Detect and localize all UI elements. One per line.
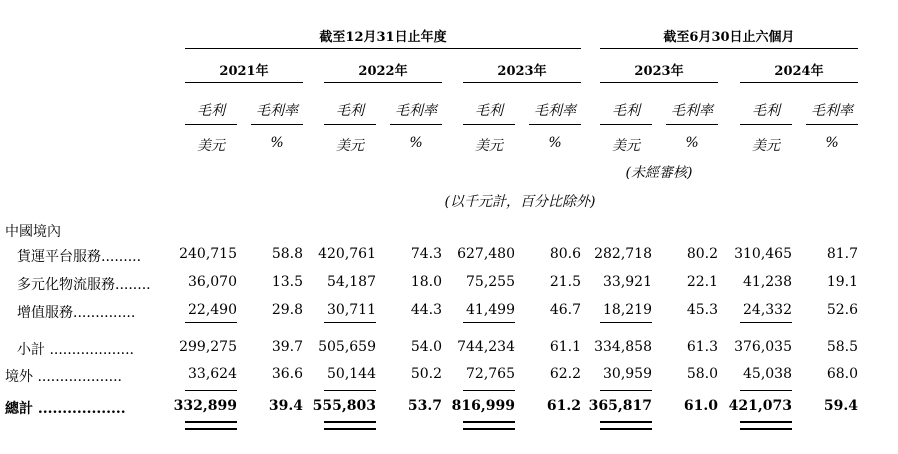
col-gross-margin: 毛利率 <box>395 103 437 119</box>
table-cell: 61.1 <box>549 339 581 355</box>
table-cell: 18.0 <box>410 274 442 290</box>
subheader-rule <box>463 124 515 125</box>
table-cell: 45,038 <box>743 366 792 382</box>
single-underline <box>740 390 792 391</box>
unit-pct: % <box>409 135 423 151</box>
group-header-rule <box>185 48 581 49</box>
table-cell: 19.1 <box>826 274 858 290</box>
row-label: 貨運平台服務......... <box>17 249 142 265</box>
double-underline <box>740 421 792 430</box>
table-cell: 555,803 <box>312 398 376 414</box>
unit-usd: 美元 <box>475 138 503 154</box>
row-label: 增值服務.............. <box>17 305 136 321</box>
unit-usd: 美元 <box>752 138 780 154</box>
table-cell: 80.2 <box>686 246 718 262</box>
row-label: 境外 ................... <box>5 369 123 385</box>
table-cell: 365,817 <box>588 398 652 414</box>
row-label: 小計 ................... <box>17 342 135 358</box>
table-cell: 36,070 <box>188 274 237 290</box>
table-cell: 58.5 <box>826 339 858 355</box>
table-cell: 282,718 <box>594 246 652 262</box>
unit-pct: % <box>548 135 562 151</box>
table-cell: 81.7 <box>826 246 858 262</box>
table-cell: 61.0 <box>683 398 718 414</box>
year-rule <box>463 82 581 83</box>
subheader-rule <box>740 124 792 125</box>
col-gross-profit: 毛利 <box>197 103 225 119</box>
table-cell: 376,035 <box>734 339 792 355</box>
unit-usd: 美元 <box>612 138 640 154</box>
table-cell: 50.2 <box>410 366 442 382</box>
unit-pct: % <box>685 135 699 151</box>
unit-pct: % <box>825 135 839 151</box>
unit-note: (以千元計，百分比除外) <box>444 194 596 210</box>
table-cell: 299,275 <box>179 339 237 355</box>
table-cell: 41,238 <box>743 274 792 290</box>
table-cell: 61.3 <box>686 339 718 355</box>
table-cell: 22.1 <box>686 274 718 290</box>
double-underline <box>324 421 376 430</box>
single-underline <box>324 390 376 391</box>
table-cell: 421,073 <box>728 398 792 414</box>
table-cell: 41,499 <box>466 302 515 318</box>
subheader-rule <box>600 124 652 125</box>
group-header-six-months: 截至6月30日止六個月 <box>663 30 795 45</box>
table-cell: 58.8 <box>271 246 303 262</box>
unit-pct: % <box>270 135 284 151</box>
table-cell: 58.0 <box>686 366 718 382</box>
section-label-domestic: 中國境內 <box>5 224 61 240</box>
group-header-rule <box>600 48 858 49</box>
double-underline <box>600 421 652 430</box>
group-header-years: 截至12月31日止年度 <box>319 30 447 45</box>
subheader-rule <box>390 124 442 125</box>
table-cell: 240,715 <box>179 246 237 262</box>
single-underline <box>185 322 237 323</box>
single-underline <box>740 322 792 323</box>
double-underline <box>185 421 237 430</box>
table-cell: 72,765 <box>466 366 515 382</box>
year-header: 2022年 <box>358 64 408 79</box>
table-cell: 54.0 <box>410 339 442 355</box>
table-cell: 332,899 <box>173 398 237 414</box>
col-gross-profit: 毛利 <box>612 103 640 119</box>
col-gross-margin: 毛利率 <box>534 103 576 119</box>
unit-usd: 美元 <box>197 138 225 154</box>
table-cell: 22,490 <box>188 302 237 318</box>
table-cell: 45.3 <box>686 302 718 318</box>
single-underline <box>324 322 376 323</box>
table-cell: 30,959 <box>603 366 652 382</box>
col-gross-margin: 毛利率 <box>811 103 853 119</box>
table-cell: 54,187 <box>327 274 376 290</box>
single-underline <box>463 390 515 391</box>
subheader-rule <box>666 124 718 125</box>
table-cell: 61.2 <box>546 398 581 414</box>
col-gross-profit: 毛利 <box>336 103 364 119</box>
col-gross-margin: 毛利率 <box>671 103 713 119</box>
row-label: 多元化物流服務........ <box>17 277 151 293</box>
row-label: 總計 .................. <box>5 401 126 417</box>
table-cell: 36.6 <box>271 366 303 382</box>
subheader-rule <box>529 124 581 125</box>
table-cell: 30,711 <box>327 302 376 318</box>
table-cell: 29.8 <box>271 302 303 318</box>
table-cell: 420,761 <box>318 246 376 262</box>
single-underline <box>463 322 515 323</box>
single-underline <box>600 390 652 391</box>
table-cell: 33,921 <box>603 274 652 290</box>
single-underline <box>185 390 237 391</box>
table-cell: 68.0 <box>826 366 858 382</box>
table-cell: 46.7 <box>549 302 581 318</box>
table-cell: 627,480 <box>457 246 515 262</box>
table-cell: 24,332 <box>743 302 792 318</box>
table-cell: 75,255 <box>466 274 515 290</box>
unit-usd: 美元 <box>336 138 364 154</box>
table-cell: 80.6 <box>549 246 581 262</box>
subheader-rule <box>324 124 376 125</box>
year-header: 2023年 <box>497 64 547 79</box>
unaudited-note: (未經審核) <box>625 165 693 181</box>
table-cell: 39.4 <box>268 398 303 414</box>
table-cell: 310,465 <box>734 246 792 262</box>
subheader-rule <box>806 124 858 125</box>
col-gross-margin: 毛利率 <box>256 103 298 119</box>
table-cell: 21.5 <box>549 274 581 290</box>
table-cell: 334,858 <box>594 339 652 355</box>
table-cell: 18,219 <box>603 302 652 318</box>
table-cell: 59.4 <box>823 398 858 414</box>
col-gross-profit: 毛利 <box>752 103 780 119</box>
subheader-rule <box>185 124 237 125</box>
year-rule <box>324 82 442 83</box>
table-cell: 44.3 <box>410 302 442 318</box>
single-underline <box>600 322 652 323</box>
year-header: 2024年 <box>774 64 824 79</box>
table-cell: 74.3 <box>410 246 442 262</box>
table-cell: 13.5 <box>271 274 303 290</box>
year-rule <box>600 82 718 83</box>
table-cell: 62.2 <box>549 366 581 382</box>
year-header: 2021年 <box>219 64 269 79</box>
year-rule <box>185 82 303 83</box>
double-underline <box>463 421 515 430</box>
table-cell: 39.7 <box>271 339 303 355</box>
table-cell: 816,999 <box>451 398 515 414</box>
table-cell: 50,144 <box>327 366 376 382</box>
col-gross-profit: 毛利 <box>475 103 503 119</box>
subheader-rule <box>251 124 303 125</box>
table-cell: 505,659 <box>318 339 376 355</box>
table-cell: 744,234 <box>457 339 515 355</box>
table-cell: 33,624 <box>188 366 237 382</box>
table-cell: 52.6 <box>826 302 858 318</box>
table-cell: 53.7 <box>407 398 442 414</box>
year-header: 2023年 <box>634 64 684 79</box>
year-rule <box>740 82 858 83</box>
